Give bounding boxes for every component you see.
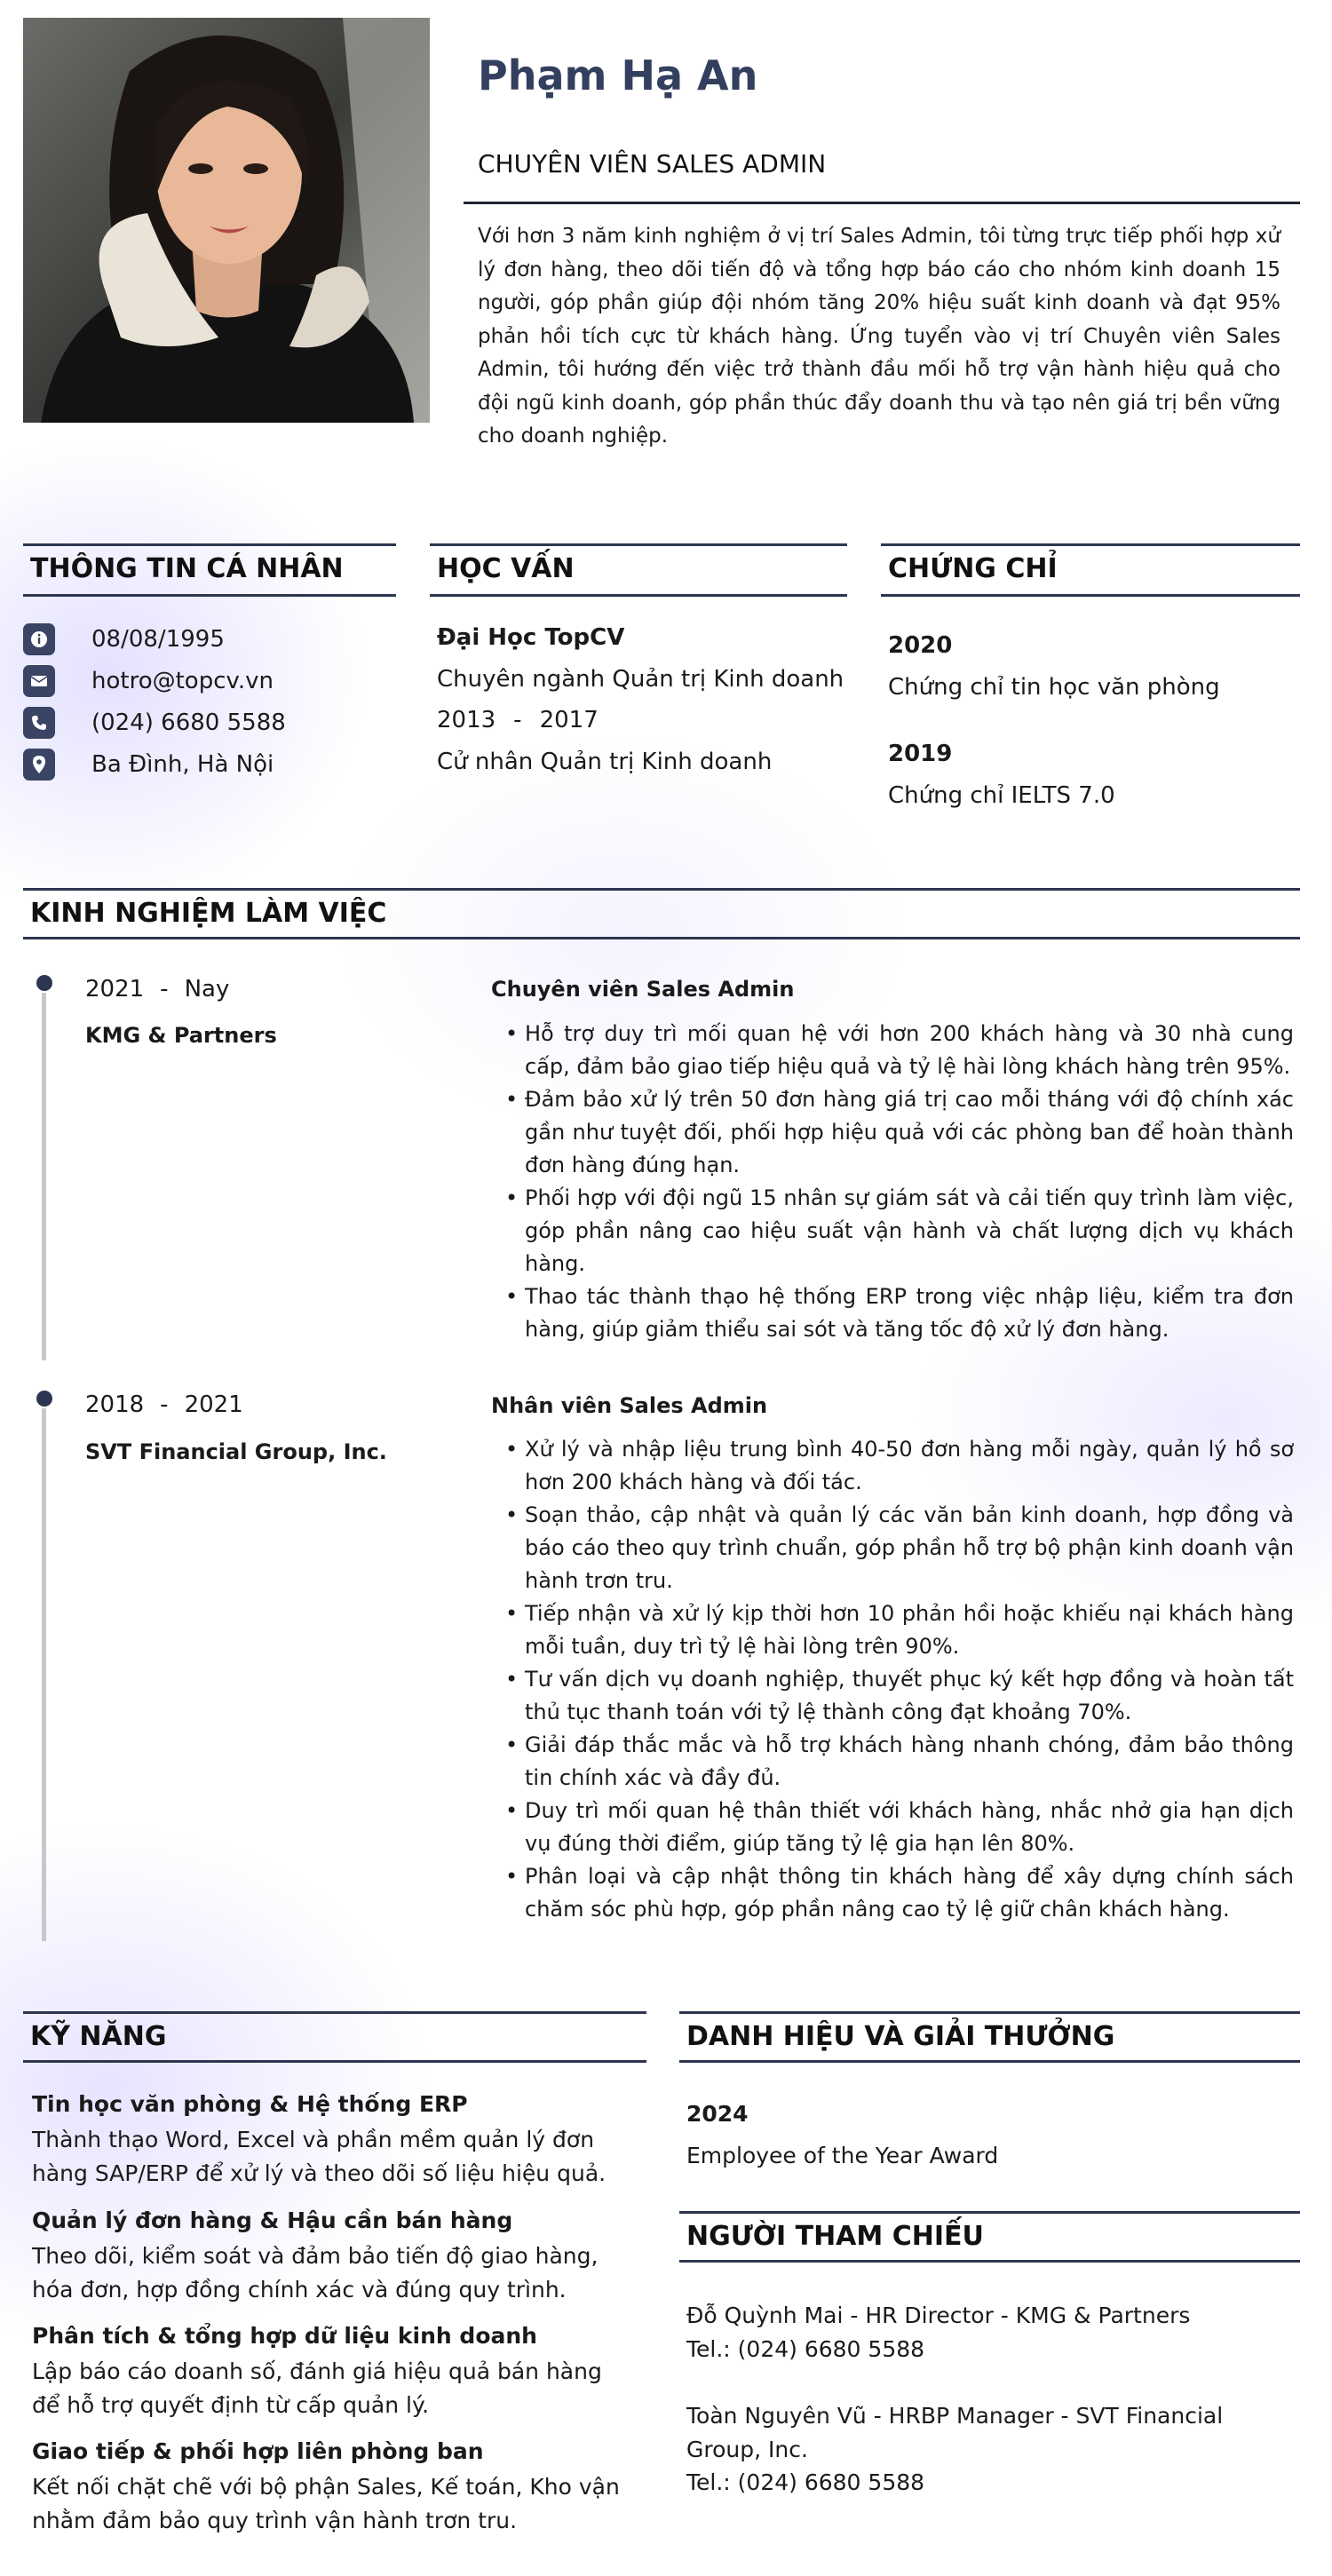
profile-photo <box>23 18 430 423</box>
heading-underline <box>679 2060 1300 2063</box>
email-value[interactable]: hotro@topcv.vn <box>91 668 274 694</box>
school-name: Đại Học TopCV <box>437 624 625 651</box>
degree: Cử nhân Quản trị Kinh doanh <box>437 749 773 775</box>
certificate-year: 2020 <box>888 632 953 659</box>
personal-info-heading <box>23 543 396 597</box>
reference-name: Toàn Nguyên Vũ - HRBP Manager - SVT Financial Group, Inc. <box>686 2403 1224 2462</box>
phone-row <box>23 707 286 739</box>
job-bullet: • Tiếp nhận và xử lý kịp thời hơn 10 phản hồi hoặc khiếu nại khách hàng mỗi tuần, duy trì tỷ lệ hài lòng trên 90%. <box>491 1597 1294 1663</box>
timeline-line <box>42 993 46 1360</box>
birthday-value: 08/08/1995 <box>91 626 225 653</box>
job-bullets <box>491 1433 1294 1926</box>
job-bullet: • Phân loại và cập nhật thông tin khách hàng để xây dựng chính sách chăm sóc phù hợp, góp phần nâng cao tỷ lệ giữ chân khách hàng. <box>491 1860 1294 1926</box>
awards-heading <box>679 2011 1300 2063</box>
address-row <box>23 749 274 781</box>
envelope-icon <box>23 665 55 697</box>
info-icon <box>23 623 55 655</box>
education-start: 2013 <box>437 707 496 733</box>
summary-paragraph: Với hơn 3 năm kinh nghiệm ở vị trí Sales Admin, tôi từng trực tiếp phối hợp xử lý đơn hàng, theo dõi tiến độ và tổng hợp báo cáo cho nhóm kinh doanh 15 người, góp phần giúp đội nhóm tăng 20% hiệu suất kinh doanh và đạt 95% phản hồi tích cực từ khách hàng. Ứng tuyển vào vị trí Chuyên viên Sales Admin, tôi hướng đến việc trở thành đầu mối hỗ trợ vận hành hiệu quả cho đội ngũ kinh doanh, góp phần thúc đẩy doanh thu và tạo nên giá trị bền vững cho doanh nghiệp. <box>478 225 1280 448</box>
job-bullet: • Xử lý và nhập liệu trung bình 40-50 đơn hàng mỗi ngày, quản lý hồ sơ hơn 200 khách hàng và đối tác. <box>491 1433 1294 1499</box>
job-bullet: • Đảm bảo xử lý trên 50 đơn hàng giá trị cao mỗi tháng với độ chính xác gần như tuyệt đối, phối hợp hiệu quả với các phòng ban để hoàn thành đơn hàng đúng hạn. <box>491 1083 1294 1182</box>
email-row <box>23 665 274 697</box>
timeline-dot <box>36 975 52 991</box>
location-pin-icon <box>23 749 55 781</box>
reference-name: Đỗ Quỳnh Mai - HR Director - KMG & Partners <box>686 2303 1191 2328</box>
skill-title: Quản lý đơn hàng & Hậu cần bán hàng <box>32 2207 513 2233</box>
job-bullet: • Soạn thảo, cập nhật và quản lý các văn bản kinh doanh, hợp đồng và báo cáo theo quy trình chuẩn, góp phần hỗ trợ bộ phận kinh doanh vận hành trơn tru. <box>491 1499 1294 1597</box>
timeline-dot <box>36 1391 52 1407</box>
reference-item <box>686 2299 1290 2366</box>
job-end: Nay <box>184 976 230 1003</box>
job-end: 2021 <box>184 1391 243 1418</box>
skill-title: Giao tiếp & phối hợp liên phòng ban <box>32 2438 484 2464</box>
company-name: KMG & Partners <box>85 1023 277 1048</box>
skill-title: Phân tích & tổng hợp dữ liệu kinh doanh <box>32 2323 537 2349</box>
job-sep: - <box>160 976 169 1003</box>
heading-underline <box>679 2260 1300 2263</box>
award-year: 2024 <box>686 2101 749 2127</box>
heading-underline <box>23 937 1300 939</box>
education-end: 2017 <box>539 707 599 733</box>
phone-value[interactable]: (024) 6680 5588 <box>91 709 286 736</box>
job-bullet: • Tư vấn dịch vụ doanh nghiệp, thuyết phục ký kết hợp đồng và hoàn tất thủ tục thanh toán với tỷ lệ thành công đạt khoảng 70%. <box>491 1663 1294 1729</box>
references-heading-text: NGƯỜI THAM CHIẾU <box>686 2221 984 2252</box>
reference-tel[interactable]: Tel.: (024) 6680 5588 <box>686 2335 925 2362</box>
job-role: Chuyên viên Sales Admin <box>491 977 795 1002</box>
job-bullet: • Duy trì mối quan hệ thân thiết với khách hàng, nhắc nhở gia hạn dịch vụ đúng thời điểm, giúp tăng tỷ lệ gia hạn lên 80%. <box>491 1795 1294 1860</box>
experience-heading-text: KINH NGHIỆM LÀM VIỆC <box>30 898 387 929</box>
address-value: Ba Đình, Hà Nội <box>91 751 274 778</box>
title-divider <box>464 202 1300 204</box>
certificate-year: 2019 <box>888 741 953 767</box>
certificates-heading-text: CHỨNG CHỈ <box>888 553 1058 584</box>
heading-underline <box>23 594 396 597</box>
education-sep: - <box>513 707 522 733</box>
skills-heading <box>23 2011 646 2063</box>
job-bullet: • Hỗ trợ duy trì mối quan hệ với hơn 200 khách hàng và 30 nhà cung cấp, đảm bảo giao tiếp hiệu quả và tỷ lệ hài lòng khách hàng trên 95%. <box>491 1018 1294 1083</box>
reference-item <box>686 2399 1290 2500</box>
candidate-name: Phạm Hạ An <box>478 52 758 99</box>
skill-title: Tin học văn phòng & Hệ thống ERP <box>32 2091 468 2117</box>
references-heading <box>679 2211 1300 2263</box>
job-bullet: • Thao tác thành thạo hệ thống ERP trong việc nhập liệu, kiểm tra đơn hàng, giúp giảm thiểu sai sót và tăng tốc độ xử lý đơn hàng. <box>491 1280 1294 1346</box>
awards-heading-text: DANH HIỆU VÀ GIẢI THƯỞNG <box>686 2021 1115 2052</box>
job-period <box>85 1391 243 1418</box>
skill-description: Lập báo cáo doanh số, đánh giá hiệu quả bán hàng để hỗ trợ quyết định từ cấp quản lý. <box>32 2358 602 2418</box>
certificate-name: Chứng chỉ IELTS 7.0 <box>888 782 1115 809</box>
certificate-name: Chứng chỉ tin học văn phòng <box>888 674 1220 701</box>
education-heading-text: HỌC VẤN <box>437 553 575 584</box>
birthday-row <box>23 623 225 655</box>
job-start: 2021 <box>85 976 145 1003</box>
award-name: Employee of the Year Award <box>686 2143 999 2168</box>
job-bullets <box>491 1018 1294 1346</box>
education-period <box>437 707 599 733</box>
certificates-heading <box>881 543 1300 597</box>
phone-icon <box>23 707 55 739</box>
portrait-illustration <box>23 18 430 423</box>
timeline-line <box>42 1408 46 1941</box>
major: Chuyên ngành Quản trị Kinh doanh <box>437 666 844 693</box>
education-heading <box>430 543 847 597</box>
heading-underline <box>430 594 847 597</box>
experience-heading <box>23 888 1300 939</box>
skill-description: Theo dõi, kiểm soát và đảm bảo tiến độ giao hàng, hóa đơn, hợp đồng chính xác và đúng quy trình. <box>32 2243 599 2303</box>
heading-underline <box>23 2060 646 2063</box>
job-period <box>85 976 229 1003</box>
job-role: Nhân viên Sales Admin <box>491 1393 768 1418</box>
skill-description: Kết nối chặt chẽ với bộ phận Sales, Kế toán, Kho vận nhằm đảm bảo quy trình vận hành trơn tru. <box>32 2474 620 2533</box>
company-name: SVT Financial Group, Inc. <box>85 1439 387 1464</box>
heading-underline <box>881 594 1300 597</box>
job-bullet: • Phối hợp với đội ngũ 15 nhân sự giám sát và cải tiến quy trình làm việc, góp phần nâng cao hiệu suất vận hành và chất lượng dịch vụ khách hàng. <box>491 1182 1294 1280</box>
job-bullet: • Giải đáp thắc mắc và hỗ trợ khách hàng nhanh chóng, đảm bảo thông tin chính xác và đầy đủ. <box>491 1729 1294 1795</box>
personal-info-heading-text: THÔNG TIN CÁ NHÂN <box>30 553 344 584</box>
job-sep: - <box>160 1391 169 1418</box>
skills-heading-text: KỸ NĂNG <box>30 2021 167 2052</box>
skill-description: Thành thạo Word, Excel và phần mềm quản lý đơn hàng SAP/ERP để xử lý và theo dõi số liệu hiệu quả. <box>32 2127 607 2186</box>
job-start: 2018 <box>85 1391 145 1418</box>
reference-tel[interactable]: Tel.: (024) 6680 5588 <box>686 2469 925 2495</box>
job-title: CHUYÊN VIÊN SALES ADMIN <box>478 149 827 178</box>
